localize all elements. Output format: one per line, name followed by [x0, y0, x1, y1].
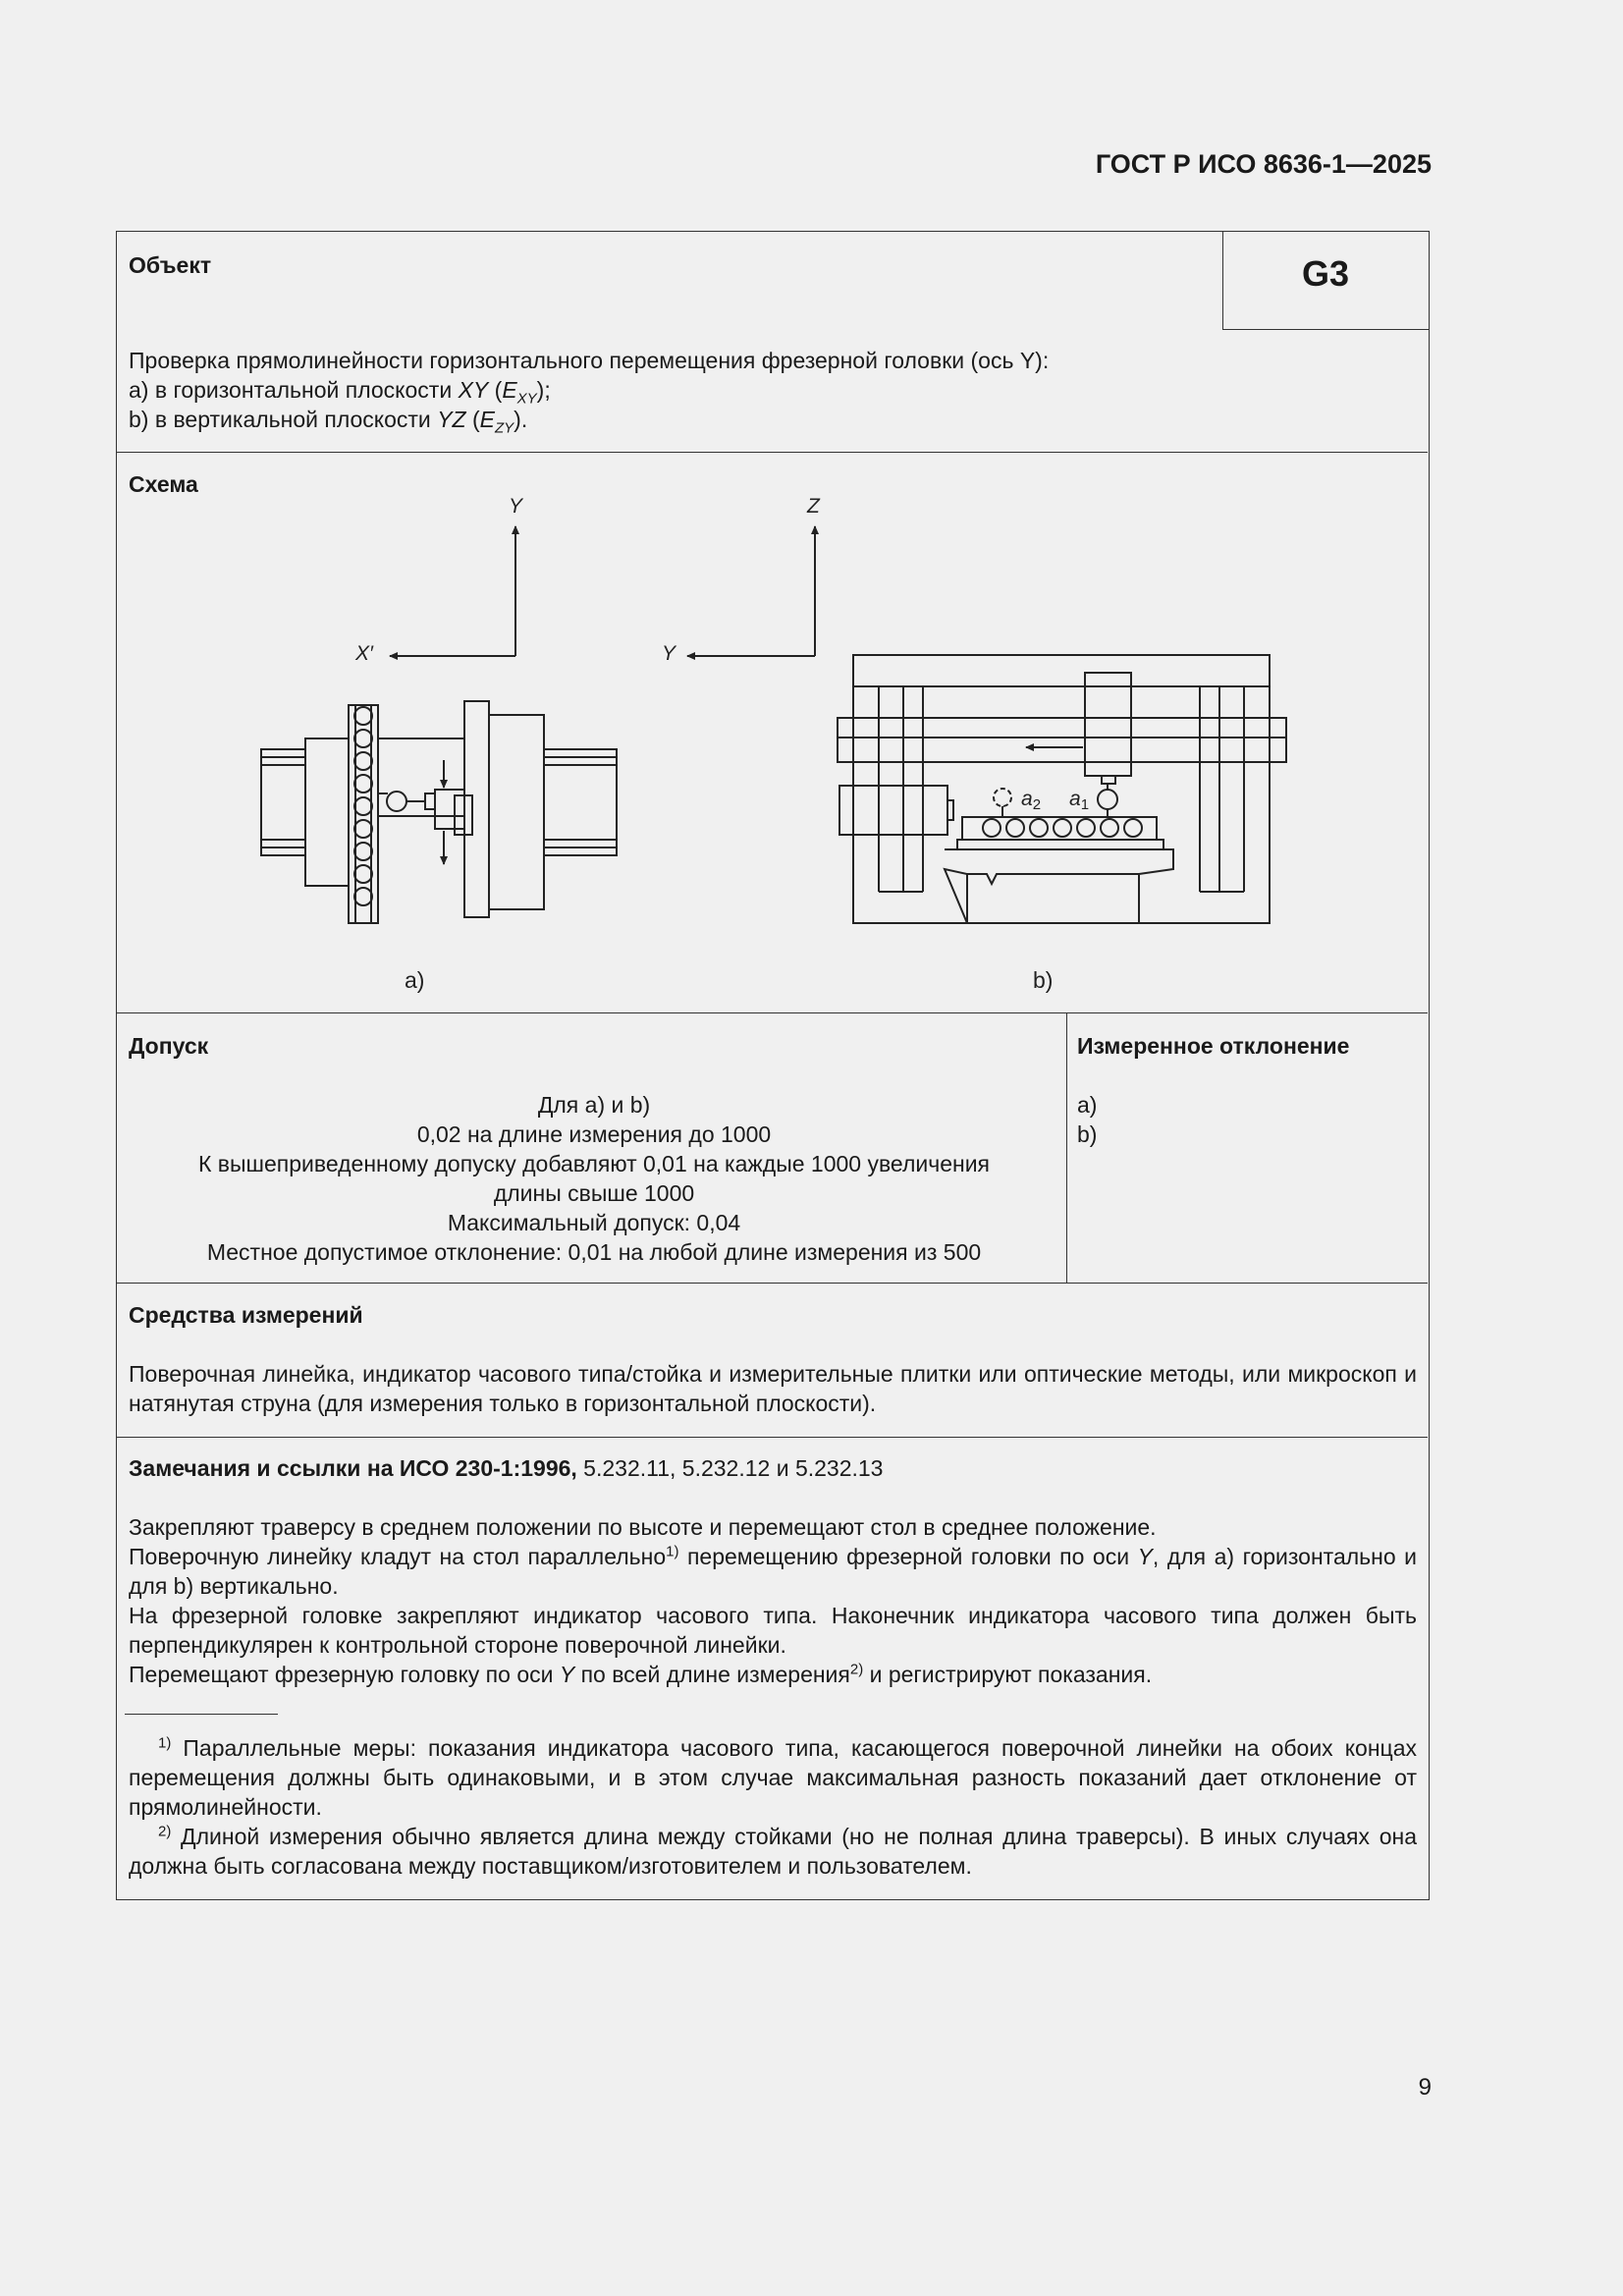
- item-b-plane: YZ: [437, 407, 466, 432]
- remarks-p2-c: , для a) горизонтально и для b) вертикально.: [129, 1544, 1417, 1599]
- remarks-p4-b: по всей длине измерения: [574, 1662, 850, 1687]
- fig-b-axis-left-label: Y: [662, 642, 676, 665]
- standard-designation: ГОСТ Р ИСО 8636-1—2025: [1095, 149, 1432, 179]
- remarks-p2-axis: Y: [1137, 1544, 1153, 1569]
- remarks-p2: [129, 1542, 1417, 1601]
- fig-b-axis-up-label: Z: [807, 495, 820, 518]
- remarks-label-refs: 5.232.11, 5.232.12 и 5.232.13: [576, 1455, 884, 1481]
- remarks-p3: На фрезерной головке закрепляют индикатор часового типа. Наконечник индикатора часового типа должен быть перпендикулярен к контрольной стороне поверочной линейки.: [129, 1603, 1417, 1658]
- remarks-p2-a: Поверочную линейку кладут на стол параллельно: [129, 1544, 667, 1569]
- tolerance-line: Максимальный допуск: 0,04: [447, 1210, 741, 1235]
- item-a-end: );: [536, 377, 551, 403]
- tolerance-label: Допуск: [129, 1033, 209, 1059]
- object-label: Объект: [129, 252, 212, 278]
- remarks-p4: [129, 1660, 1417, 1689]
- fig-b-label-a2-base: a: [1021, 788, 1033, 810]
- page-number: 9: [1418, 2074, 1432, 2101]
- measured-line-b: b): [1077, 1121, 1098, 1147]
- footnote-ref-1[interactable]: 1): [666, 1543, 679, 1560]
- scheme-label: Схема: [129, 471, 198, 497]
- footnote-separator: [125, 1714, 278, 1715]
- fig-a-axes: [390, 526, 515, 656]
- object-description-text: Проверка прямолинейности горизонтального перемещения фрезерной головки (ось Y):: [129, 348, 1050, 373]
- measured-label: Измеренное отклонение: [1077, 1033, 1350, 1059]
- remarks-label-bold: Замечания и ссылки на ИСО 230-1:1996,: [129, 1455, 577, 1481]
- item-b-subscript: ZY: [494, 419, 514, 437]
- tolerance-line: Местное допустимое отклонение: 0,01 на любой длине измерения из 500: [206, 1239, 982, 1265]
- item-b-paren: (: [465, 407, 480, 432]
- test-code: G3: [1301, 253, 1350, 294]
- item-b-prefix: b) в вертикальной плоскости: [129, 407, 438, 432]
- remarks-p4-a: Перемещают фрезерную головку по оси: [129, 1662, 560, 1687]
- measured-line-a: a): [1077, 1092, 1098, 1118]
- fig-b-label-a1: [1069, 788, 1089, 813]
- remarks-p4-c: и регистрируют показания.: [863, 1662, 1153, 1687]
- item-b-symbol: E: [479, 407, 495, 432]
- fig-b-label-a2: [1021, 788, 1041, 813]
- fig-b-label-a1-sub: 1: [1080, 796, 1090, 813]
- item-a-prefix: a) в горизонтальной плоскости: [129, 377, 459, 403]
- item-a-subscript: XY: [516, 390, 537, 408]
- footnote-1-text: Параллельные меры: показания индикатора часового типа, касающегося поверочной линейки на обоих концах перемещения должны быть одинаковыми, и в этом случае максимальная разность показаний дает отклонение от прямолинейности.: [129, 1735, 1417, 1820]
- fig-a-axis-up-label: Y: [509, 495, 523, 518]
- footnote-2-text: Длиной измерения обычно является длина между стойками (но не полная длина траверсы). В иных случаях она должна быть согласована между поставщиком/изготовителем и пользователем.: [129, 1824, 1417, 1879]
- tolerance-line: 0,02 на длине измерения до 1000: [416, 1121, 772, 1147]
- scheme-drawing: [0, 0, 1623, 1021]
- tolerance-line: длины свыше 1000: [493, 1180, 695, 1206]
- divider-tolerance: [117, 1283, 1428, 1284]
- remarks-p1: Закрепляют траверсу в среднем положении по высоте и перемещают стол в среднее положение.: [129, 1514, 1157, 1540]
- fig-a-machine: [261, 701, 617, 923]
- remarks-label: [129, 1453, 883, 1483]
- fig-b-caption: b): [1033, 967, 1054, 993]
- item-a-plane: XY: [458, 377, 489, 403]
- instruments-label: Средства измерений: [129, 1302, 363, 1328]
- remarks-p2-b: перемещению фрезерной головки по оси: [678, 1544, 1138, 1569]
- fig-b-label-a2-sub: 2: [1032, 796, 1042, 813]
- fig-b-machine: [838, 655, 1286, 923]
- footnote-ref-2[interactable]: 2): [849, 1661, 864, 1678]
- fig-b-axes: [687, 526, 815, 656]
- fig-a-caption: a): [405, 967, 425, 993]
- fig-b-label-a1-base: a: [1069, 788, 1081, 810]
- footnote-1: [129, 1733, 1417, 1822]
- item-a-paren: (: [488, 377, 503, 403]
- divider-instruments: [117, 1437, 1428, 1438]
- tolerance-line: Для a) и b): [537, 1092, 651, 1118]
- footnote-1-mark: 1): [158, 1734, 172, 1752]
- fig-a-axis-left-label: X′: [355, 642, 373, 665]
- footnote-2: [129, 1822, 1417, 1881]
- footnote-2-mark: 2): [158, 1823, 172, 1840]
- item-a-symbol: E: [502, 377, 517, 403]
- item-b-end: ).: [514, 407, 528, 432]
- tolerance-divider: [1066, 1012, 1067, 1283]
- instruments-text: Поверочная линейка, индикатор часового типа/стойка и измерительные плитки или оптические методы, или микроскоп и натянутая струна (для измерения только в горизонтальной плоскости).: [129, 1361, 1417, 1416]
- remarks-p4-axis: Y: [559, 1662, 575, 1687]
- tolerance-line: К вышеприведенному допуску добавляют 0,01 на каждые 1000 увеличения: [198, 1151, 990, 1176]
